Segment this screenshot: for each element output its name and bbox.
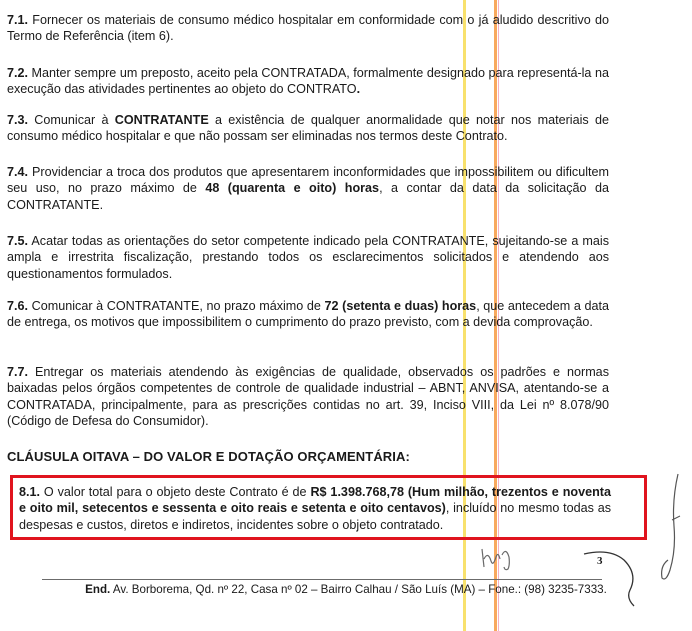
clause-text-post: a existência de qualquer anormalidade que notar nos materiais de consumo médico hospitalar e que não possam ser eliminadas nos termos deste Contrato. [7,113,609,144]
clause-7-1 [7,12,609,45]
clause-text-post: , incluído no mesmo todas as despesas e custos, diretos e indiretos, incidentes sobre o objeto contratado. [19,501,611,532]
clause-8-1 [19,484,611,533]
page-number-circle-icon [580,548,644,608]
clause-number: 7.1. [7,13,29,27]
signature-icon [650,470,690,590]
clause-7-4 [7,164,609,213]
clause-text: Fornecer os materiais de consumo médico hospitalar em conformidade com o já aludido descritivo do Termo de Referência (item 6). [7,13,609,44]
clause-text-bold: R$ 1.398.768,78 (Hum milhão, trezentos e noventa e oito mil, setecentos e sessenta e oito reais e setenta e oito centavos) [19,485,611,516]
clause-7-5 [7,233,609,282]
page-number: 3 [597,555,603,567]
clause-text: Entregar os materiais atendendo às exigências de qualidade, observados os padrões e normas baixadas pelos órgãos competentes de controle de qualidade industrial – ABNT, ANVISA, atentando-se a CONTRATADA, principalmente, para as prescrições contidas no art. 39, Inciso VIII, da Lei nº 8.078/90 (Código de Defesa do Consumidor). [7,365,609,429]
footer-divider [42,579,602,580]
clause-number: 7.4. [7,165,29,179]
clause-text: Acatar todas as orientações do setor competente indicado pela CONTRATANTE, sujeitando-se a mais ampla e irrestrita fiscalização, prestando todos os esclarecimentos solicitados e atendendo aos questionamentos formulados. [7,234,609,281]
clause-text-bold: CONTRATANTE [114,113,209,127]
clause-text-bold: 48 (quarenta e oito) horas [205,181,380,196]
clause-number: 8.1. [19,485,41,499]
clause-end: . [356,82,361,97]
clause-number: 7.7. [7,365,29,379]
clause-text-pre: O valor total para o objeto deste Contrato é de [40,485,311,499]
clause-text-pre: Providenciar a troca dos produtos que apresentarem inconformidades que impossibilitem ou dificultem seu uso, no prazo máximo de [7,165,609,196]
clause-7-3 [7,112,609,145]
clause-text: Manter sempre um preposto, aceito pela CONTRATADA, formalmente designado para representá-la na execução das atividades pertinentes ao objeto do CONTRATO [7,66,609,97]
clause-number: 7.6. [7,299,29,313]
handwritten-initials-icon [478,545,518,571]
clause-text-pre: Comunicar à [28,113,115,127]
clause-text-bold: 72 (setenta e duas) horas [324,299,477,313]
clause-7-2 [7,65,609,98]
clause-7-6 [7,298,609,331]
footer-text: Av. Borborema, Qd. nº 22, Casa nº 02 – Bairro Calhau / São Luís (MA) – Fone.: (98) 3235-7333. [110,583,607,596]
clause-text-pre: Comunicar à CONTRATANTE, no prazo máximo de [28,299,325,313]
clause-number: 7.2. [7,66,29,80]
clause-7-7 [7,364,609,430]
clause-text-post: , a contar da data da solicitação da CONTRATANTE. [7,181,609,212]
section-heading: CLÁUSULA OITAVA – DO VALOR E DOTAÇÃO ORÇAMENTÁRIA: [7,449,410,464]
clause-text-post: , que antecedem a data de entrega, os motivos que impossibilitem o cumprimento do prazo previsto, com a devida comprovação. [7,299,609,330]
clause-number: 7.5. [7,234,29,248]
footer-label: End. [85,583,111,596]
footer-address [0,583,692,596]
clause-number: 7.3. [7,113,29,127]
